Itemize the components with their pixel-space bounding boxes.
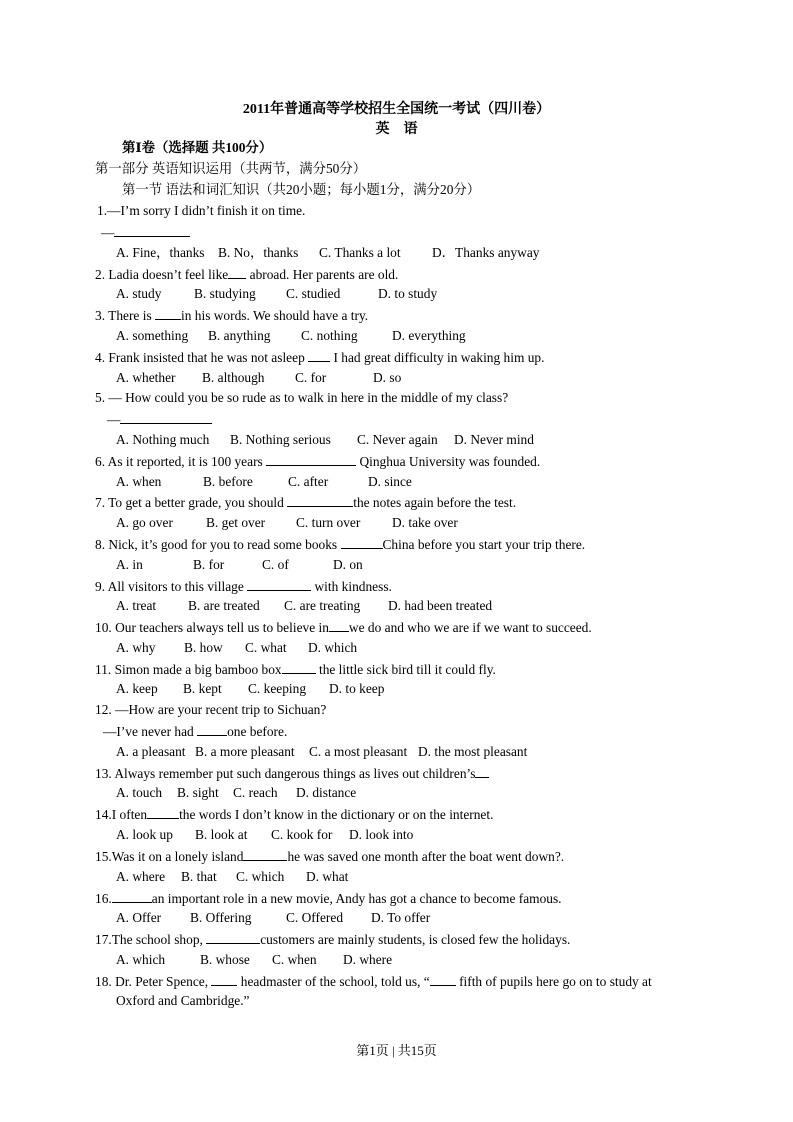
option-b[interactable]: B. kept [183,681,222,696]
part-heading: 第一部分 英语知识运用（共两节，满分50分） [95,161,367,176]
answer-blank[interactable] [211,973,237,986]
question-stem: All visitors to this village [107,579,244,594]
question-2 [95,266,398,283]
question-stem-end: we do and who we are if we want to succeed. [348,620,592,635]
option-d[interactable]: D. Never mind [454,432,534,447]
question-1-response [101,224,190,241]
option-c[interactable]: C. Thanks a lot [319,245,401,260]
question-number: 12. [95,702,112,717]
option-a[interactable]: A. where [116,869,166,884]
option-b[interactable]: B. No，thanks [218,245,299,260]
option-a[interactable]: A. go over [116,515,173,530]
option-b[interactable]: B. Nothing serious [230,432,331,447]
question-stem: As it reported, it is 100 years [107,454,263,469]
option-d[interactable]: D. on [333,557,363,572]
answer-blank[interactable] [120,411,212,424]
option-c[interactable]: C. Never again [357,432,438,447]
question-stem: There is [108,308,152,323]
question-12-response [103,723,287,740]
option-c[interactable]: C. nothing [301,328,358,343]
question-stem: Ladia doesn’t feel like [108,267,229,282]
question-1 [97,203,305,219]
question-5-response [107,411,212,428]
answer-blank[interactable] [247,578,311,591]
option-d[interactable]: D. look into [349,827,414,842]
option-b[interactable]: B. studying [194,286,256,301]
option-b[interactable]: B. how [184,640,223,655]
question-stem-end: in his words. We should have a try. [181,308,369,323]
question-stem: Frank insisted that he was not asleep [108,350,305,365]
option-a[interactable]: A. which [116,952,166,967]
question-18-continued: Oxford and Cambridge.” [116,993,250,1008]
answer-blank[interactable] [147,806,179,819]
question-number: 6. [95,454,106,469]
option-b[interactable]: B. look at [195,827,248,842]
answer-blank[interactable] [228,266,246,279]
option-d[interactable]: D. take over [392,515,458,530]
option-c[interactable]: C. kook for [271,827,333,842]
question-stem-end: he was saved one month after the boat went down?. [287,849,565,864]
option-b[interactable]: B. are treated [188,598,260,613]
question-stem: To get a better grade, you should [108,495,284,510]
question-number: 16. [95,891,112,906]
dash: — [107,412,121,427]
answer-blank[interactable] [114,224,190,237]
question-4 [95,349,544,366]
answer-blank[interactable] [282,661,316,674]
volume-heading: 第Ⅰ卷（选择题 共100分） [122,140,273,155]
option-d[interactable]: D. to study [378,286,438,301]
question-stem-end: the little sick bird till it could fly. [318,662,496,677]
option-b[interactable]: B. although [202,370,265,385]
option-b[interactable]: B. get over [206,515,266,530]
option-a[interactable]: A. in [116,557,143,572]
option-b[interactable]: B. before [203,474,253,489]
option-a[interactable]: A. treat [116,598,157,613]
question-stem: Was it on a lonely island [111,849,244,864]
option-d[interactable]: D. where [343,952,393,967]
question-number: 3. [95,308,106,323]
option-c[interactable]: C. keeping [248,681,307,696]
option-a[interactable]: A. a pleasant [116,744,186,759]
question-7 [95,494,516,511]
question-number: 10. [95,620,112,635]
question-8 [95,536,585,553]
option-c[interactable]: C. reach [233,785,278,800]
question-stem: Nick, it’s good for you to read some books [108,537,338,552]
answer-blank[interactable] [430,973,456,986]
option-a[interactable]: A. study [116,286,162,301]
question-5 [95,390,508,406]
subject-title: 英 语 [375,122,418,137]
option-d[interactable]: D. which [308,640,358,655]
option-d[interactable]: D. distance [296,785,357,800]
question-9 [95,578,392,595]
answer-blank[interactable] [197,723,227,736]
question-6 [95,453,540,470]
option-c[interactable]: C. after [288,474,329,489]
option-d[interactable]: D. everything [392,328,466,343]
answer-blank[interactable] [112,890,152,903]
question-11 [95,661,496,678]
section-heading: 第一节 语法和词汇知识（共20小题；每小题1分，满分20分） [122,182,481,197]
option-a[interactable]: A. keep [116,681,158,696]
question-number: 18. [95,974,112,989]
answer-blank[interactable] [308,349,330,362]
option-c[interactable]: C. are treating [284,598,361,613]
question-number: 8. [95,537,106,552]
option-a[interactable]: A. something [116,328,189,343]
option-d[interactable]: D. To offer [371,910,431,925]
option-c[interactable]: C. which [236,869,285,884]
option-a[interactable]: A. when [116,474,162,489]
exam-title: 2011年普通高等学校招生全国统一考试（四川卷） [242,102,551,117]
question-stem: —I’m sorry I didn’t finish it on time. [107,203,306,218]
question-14 [95,806,493,823]
question-number: 7. [95,495,106,510]
question-stem: I often [111,807,148,822]
answer-blank[interactable] [287,494,353,507]
option-a[interactable]: A. Fine，thanks [116,245,205,260]
question-stem-end: Qinghua University was founded. [359,454,541,469]
question-stem: —I’ve never had [103,724,194,739]
question-stem-end: the notes again before the test. [353,495,517,510]
answer-blank[interactable] [206,931,260,944]
question-stem-end: I had great difficulty in waking him up. [333,350,545,365]
question-18 [95,973,652,990]
question-number: 11. [95,662,112,677]
option-b[interactable]: B. Offering [190,910,252,925]
option-c[interactable]: C. studied [286,286,341,301]
question-12 [95,702,326,718]
question-stem-end: with kindness. [314,579,392,594]
option-d[interactable]: D．Thanks anyway [432,245,540,260]
option-d[interactable]: D. since [368,474,412,489]
option-c[interactable]: C. of [262,557,289,572]
option-a[interactable]: A. look up [116,827,173,842]
option-d[interactable]: D. to keep [329,681,385,696]
option-b[interactable]: B. that [181,869,217,884]
option-c[interactable]: C. Offered [286,910,344,925]
question-stem-end: one before. [227,724,288,739]
page-footer: 第1页 | 共15页 [356,1043,437,1058]
answer-blank[interactable] [475,765,489,778]
question-number: 2. [95,267,106,282]
question-stem: Dr. Peter Spence, [115,974,209,989]
question-stem-middle: headmaster of the school, told us, “ [240,974,430,989]
option-b[interactable]: B. anything [208,328,271,343]
question-number: 15. [95,849,112,864]
dash: — [101,225,115,240]
answer-blank[interactable] [329,619,349,632]
option-b[interactable]: B. sight [177,785,219,800]
question-stem-end: fifth of pupils here go on to study at [459,974,652,989]
option-c[interactable]: C. when [272,952,317,967]
question-number: 14. [95,807,112,822]
option-d[interactable]: D. what [306,869,349,884]
question-number: 13. [95,766,112,781]
question-number: 4. [95,350,106,365]
option-b[interactable]: B. a more pleasant [195,744,295,759]
question-stem: Simon made a big bamboo box [114,662,282,677]
option-c[interactable]: C. what [245,640,287,655]
question-stem-end: abroad. Her parents are old. [249,267,399,282]
question-number: 9. [95,579,106,594]
question-stem: — How could you be so rude as to walk in here in the middle of my class? [108,390,509,405]
answer-blank[interactable] [155,307,181,320]
question-3 [95,307,368,324]
option-a[interactable]: A. Nothing much [116,432,210,447]
option-c[interactable]: C. a most pleasant [309,744,408,759]
option-c[interactable]: C. turn over [296,515,361,530]
question-number: 1. [97,203,108,218]
question-stem: Our teachers always tell us to believe in [115,620,329,635]
answer-blank[interactable] [341,536,383,549]
question-stem-end: China before you start your trip there. [382,537,586,552]
question-stem: an important role in a new movie, Andy has got a chance to become famous. [151,891,562,906]
option-b[interactable]: B. whose [200,952,250,967]
option-a[interactable]: A. Offer [116,910,162,925]
question-stem: The school shop, [111,932,203,947]
option-a[interactable]: A. whether [116,370,176,385]
option-a[interactable]: A. why [116,640,156,655]
option-a[interactable]: A. touch [116,785,163,800]
option-c[interactable]: C. for [295,370,327,385]
question-16 [95,890,562,907]
question-number: 17. [95,932,112,947]
question-13 [95,765,489,782]
option-d[interactable]: D. so [373,370,402,385]
question-15 [95,848,564,865]
answer-blank[interactable] [266,453,356,466]
question-stem: Always remember put such dangerous things as lives out children’s [114,766,476,781]
question-stem-end: customers are mainly students, is closed few the holidays. [260,932,571,947]
question-17 [95,931,570,948]
question-stem: —How are your recent trip to Sichuan? [115,702,327,717]
question-stem-end: the words I don’t know in the dictionary or on the internet. [179,807,494,822]
question-number: 5. [95,390,106,405]
option-d[interactable]: D. the most pleasant [418,744,528,759]
answer-blank[interactable] [243,848,287,861]
question-10 [95,619,592,636]
option-b[interactable]: B. for [193,557,225,572]
option-d[interactable]: D. had been treated [388,598,493,613]
